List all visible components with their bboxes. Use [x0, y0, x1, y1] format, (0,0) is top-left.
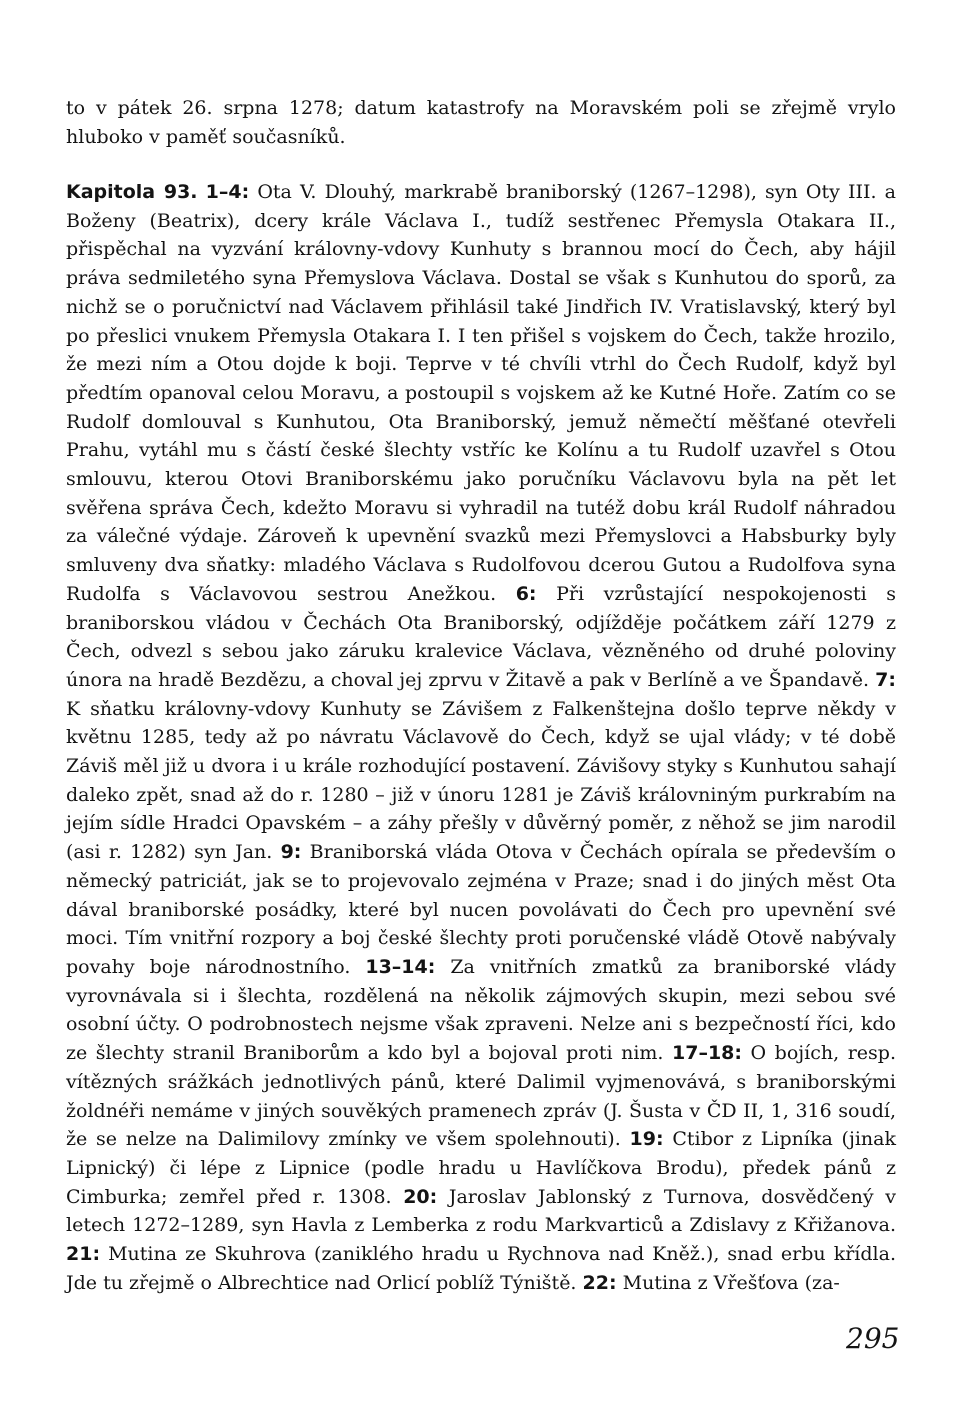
intro-paragraph: to v pátek 26. srpna 1278; datum katastrofy na Moravském poli se zřejmě vrylo hluboko v paměť současníků. — [66, 97, 896, 148]
note-text-21: Mutina ze Skuhrova (zaniklého hradu u Rychnova nad Kněž.), snad erbu křídla. Jde tu zřejmě o Albrechtice nad Orlicí poblíž Týniště. — [66, 1243, 896, 1294]
verse-ref-1-4: 1–4: — [205, 181, 250, 203]
verse-ref-19: 19: — [629, 1128, 664, 1151]
chapter-heading: Kapitola 93. — [66, 181, 198, 203]
verse-ref-17-18: 17–18: — [672, 1042, 742, 1065]
verse-ref-9: 9: — [280, 841, 302, 864]
page-number: 295 — [846, 1322, 900, 1355]
verse-ref-22: 22: — [582, 1271, 617, 1294]
verse-ref-21: 21: — [66, 1243, 101, 1266]
verse-ref-6: 6: — [515, 582, 537, 605]
note-text-20: Jaroslav Jablonský z Turnova, dosvědčený v letech 1272–1289, syn Havla z Lemberka z rodu Markvarticů a Zdislavy z Křižanova. — [66, 1185, 896, 1237]
note-text-6: Při vzrůstající nespokojenosti s braniborskou vládou v Čechách Ota Braniborský, odjížděje počátkem září 1279 z Čech, odvezl s sebou jako záruku kralevice Václava, vězněného od druhé poloviny února na hradě Bezdězu, a choval jej zprvu v Žitavě a pak v Berlíně a ve Špandavě. — [66, 582, 896, 691]
note-text-19: Ctibor z Lipníka (jinak Lipnický) či lépe z Lipnice (podle hradu u Havlíčkova Brodu), předek pánů z Cimburka; zemřel před r. 1308. — [66, 1128, 896, 1208]
note-text-13-14: Za vnitřních zmatků za braniborské vlády vyrovnávala si i šlechta, rozdělená na několik zájmových skupin, mezi sebou své osobní účty. O podrobnostech nejsme však zpraveni. Nelze ani s bezpečností říci, kdo ze šlechty stranil Braniborům a kdo byl a bojoval proti nim. — [66, 955, 896, 1065]
chapter-commentary — [66, 178, 896, 1297]
note-text-17-18: O bojích, resp. vítězných srážkách jednotlivých pánů, které Dalimil vyjmenovává, s braniborskými žoldnéři nemáme v jiných souvěkých pramenech zpráv (J. Šusta v ČD II, 1, 316 soudí, že se nelze na Dalimilovy zmínky ve všem spolehnouti). — [66, 1042, 896, 1151]
verse-ref-20: 20: — [403, 1185, 438, 1208]
note-text-1-4: Ota V. Dlouhý, markrabě braniborský (1267–1298), syn Oty III. a Boženy (Beatrix), dcery krále Václava I., tudíž sestřenec Přemysla Otakara II., přispěchal na vyzvání královny-vdovy Kunhuty s brannou mocí do Čech, aby hájil práva sedmiletého syna Přemyslova Václava. Dostal se však s Kunhutou do sporů, za nichž se o poručnictví nad Václavem přihlásil také Jindřich IV. Vratislavský, který byl po přeslici vnukem Přemysla Otakara I. I ten přišel s vojskem do Čech, takže hrozilo, že mezi ním a Otou dojde k boji. Teprve v té chvíli vtrhl do Čech Rudolf, když byl předtím opanoval celou Moravu, a postoupil s vojskem až ke Kutné Hoře. Zatím co se Rudolf domlouval s Kunhutou, Ota Braniborský, jemuž němečtí měšťané otevřeli Prahu, vytáhl mu s částí české šlechty vstříc ke Kolínu a tu Rudolf uzavřel s Otou smlouvu, kterou Otovi Braniborskému jako poručníku Václavovu byla na pět let svěřena správa Čech, kdežto Moravu si vyhradil na tutéž dobu král Rudolf náhradou za válečné výdaje. Zároveň k upevnění svazků mezi Přemyslovci a Habsburky byly smluveny dva sňatky: mladého Václava s Rudolfovou dcerou Gutou a Rudolfova syna Rudolfa s Václavovou sestrou Anežkou. — [66, 181, 896, 605]
verse-ref-7: 7: — [875, 668, 896, 691]
note-text-9: Braniborská vláda Otova v Čechách opírala se především o německý patriciát, jak se to projevovalo zejména v Praze; snad i do jiných měst Ota dával braniborské posádky, které byl nucen povolávati do Čech pro upevnění své moci. Tím vnitřní rozpory a boj české šlechty proti poručenské vládě Otově nabývaly povahy boje národnostního. — [66, 841, 896, 978]
verse-ref-13-14: 13–14: — [365, 955, 436, 978]
note-text-7: K sňatku královny-vdovy Kunhuty se Závišem z Falkenštejna došlo teprve někdy v květnu 1285, tedy až po návratu Václavově do Čech, když se ujal vlády; v té době Záviš měl již u dvora i u krále rozhodující postavení. Závišovy styky s Kunhutou sahají daleko zpět, snad až do r. 1280 – již v únoru 1281 je Záviš královniným purkrabím na jejím sídle Hradci Opavském – a záhy přešly v důvěrný poměr, z něhož se jim narodil (asi r. 1282) syn Jan. — [66, 697, 896, 864]
note-text-22: Mutina z Vřešťova (za- — [616, 1271, 840, 1294]
